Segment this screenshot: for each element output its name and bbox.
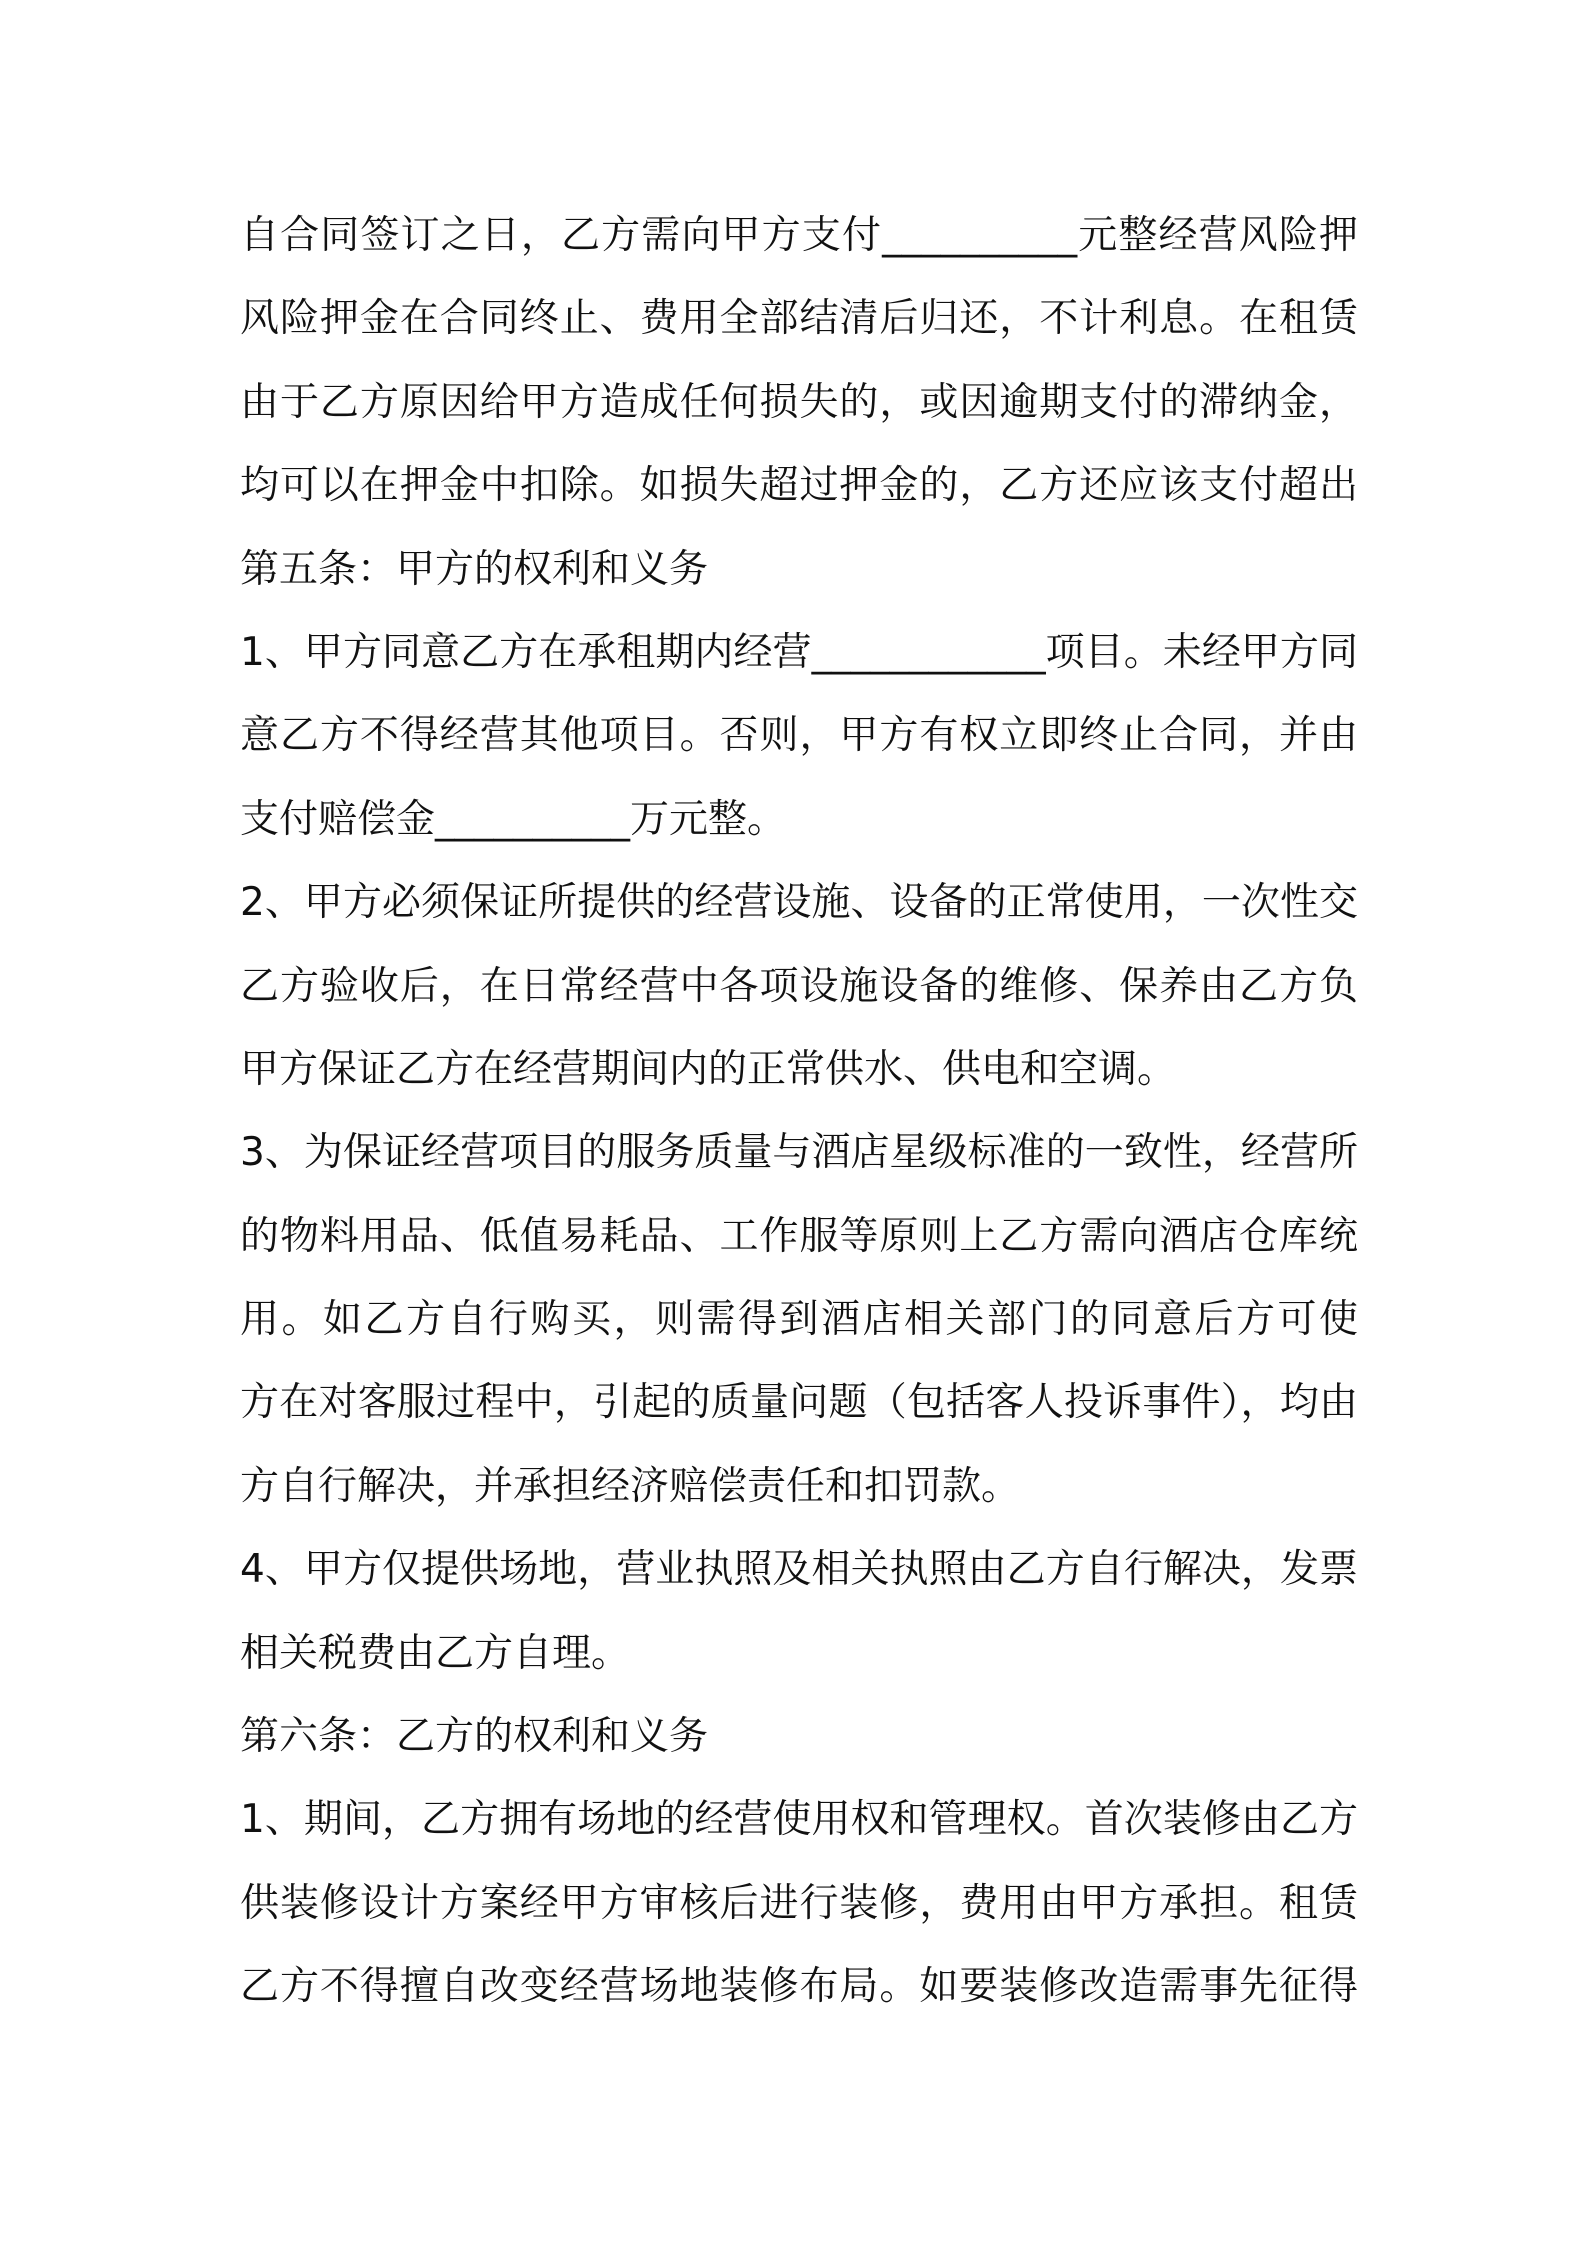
text-line: 2、甲方必须保证所提供的经营设施、设备的正常使用，一次性交 — [240, 880, 1358, 926]
text-line: 方在对客服过程中，引起的质量问题（包括客人投诉事件），均由 — [240, 1380, 1358, 1426]
text-line: 供装修设计方案经甲方审核后进行装修，费用由甲方承担。租赁 — [240, 1880, 1358, 1926]
section-heading: 第六条：乙方的权利和义务 — [240, 1714, 709, 1760]
text-line: 4、甲方仅提供场地，营业执照及相关执照由乙方自行解决，发票 — [240, 1547, 1358, 1593]
text-line: 支付赔偿金__________万元整。 — [240, 796, 787, 842]
text-line: 方自行解决，并承担经济赔偿责任和扣罚款。 — [240, 1463, 1021, 1509]
text-line: 乙方不得擅自改变经营场地装修布局。如要装修改造需事先征得 — [240, 1964, 1358, 2010]
text-line: 自合同签订之日，乙方需向甲方支付__________元整经营风险押 — [240, 213, 1358, 258]
text-line: 均可以在押金中扣除。如损失超过押金的，乙方还应该支付超出 — [240, 463, 1358, 509]
text-line: 由于乙方原因给甲方造成任何损失的，或因逾期支付的滞纳金， — [240, 379, 1358, 425]
text-line: 1、甲方同意乙方在承租期内经营____________项目。未经甲方同 — [240, 629, 1358, 675]
text-line: 3、为保证经营项目的服务质量与酒店星级标准的一致性，经营所 — [240, 1130, 1358, 1176]
text-line: 意乙方不得经营其他项目。否则，甲方有权立即终止合同，并由 — [240, 713, 1358, 759]
text-line: 风险押金在合同终止、费用全部结清后归还，不计利息。在租赁 — [240, 296, 1358, 342]
contract-page — [240, 194, 1358, 2029]
text-line: 相关税费由乙方自理。 — [240, 1630, 631, 1676]
section-heading: 第五条：甲方的权利和义务 — [240, 546, 709, 592]
text-line: 的物料用品、低值易耗品、工作服等原则上乙方需向酒店仓库统 — [240, 1213, 1358, 1259]
text-line: 用。如乙方自行购买，则需得到酒店相关部门的同意后方可使 — [240, 1297, 1358, 1343]
text-line: 乙方验收后，在日常经营中各项设施设备的维修、保养由乙方负 — [240, 963, 1358, 1009]
text-line: 甲方保证乙方在经营期间内的正常供水、供电和空调。 — [240, 1046, 1177, 1092]
text-line: 1、期间，乙方拥有场地的经营使用权和管理权。首次装修由乙方 — [240, 1797, 1358, 1843]
